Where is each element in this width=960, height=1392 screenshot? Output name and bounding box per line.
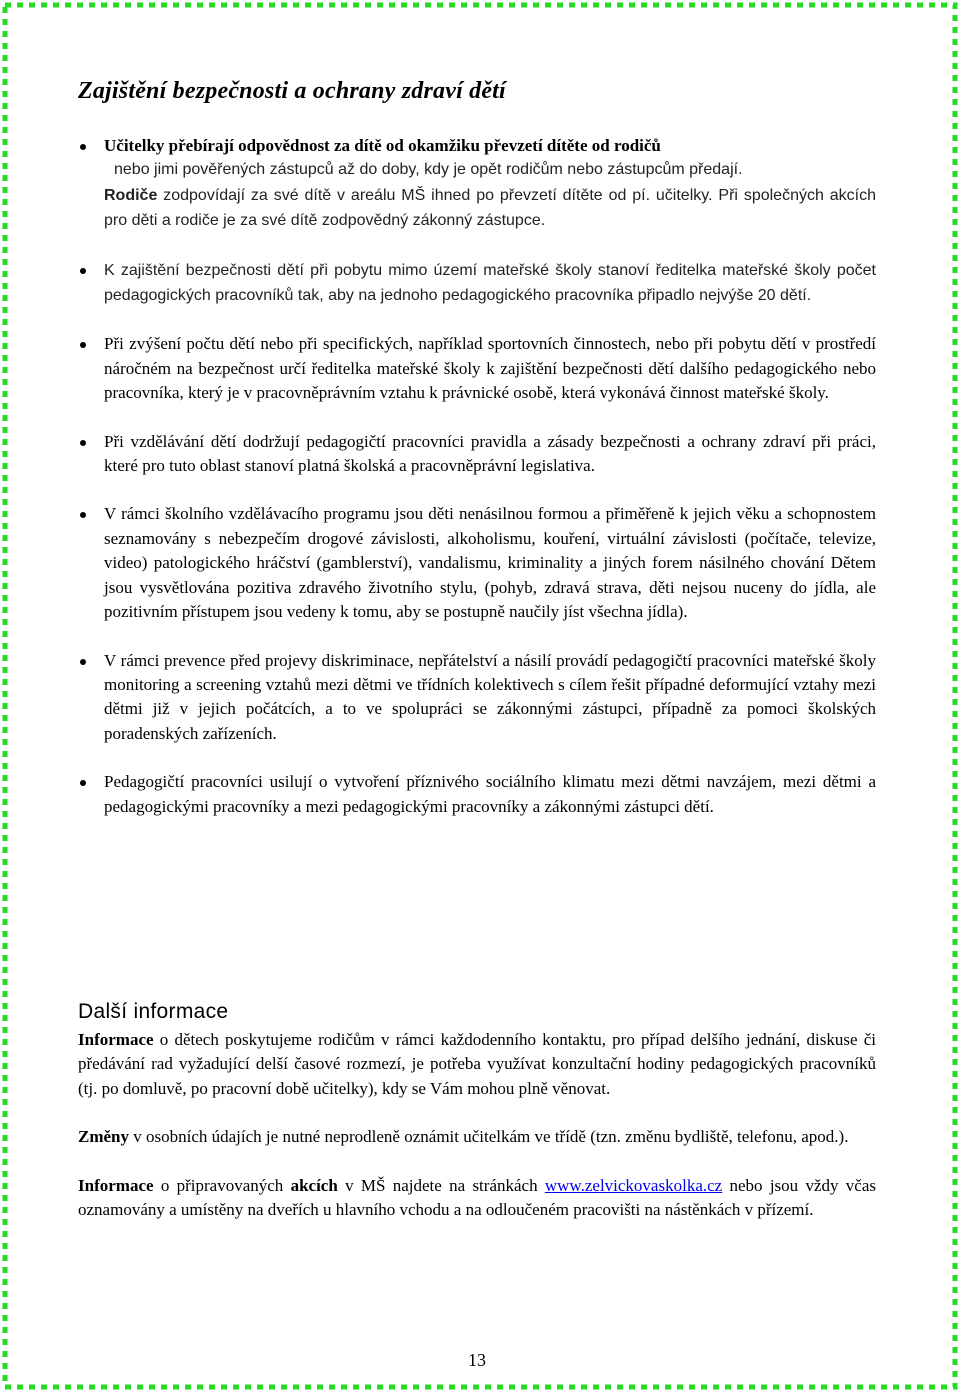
list-item xyxy=(78,430,876,479)
paragraph-text: v osobních údajích je nutné neprodleně oznámit učitelkám ve třídě (tzn. změnu bydliště, telefonu, apod.). xyxy=(129,1127,849,1147)
bullet-text: Pedagogičtí pracovníci usilují o vytvoření příznivého sociálního klimatu mezi dětmi navzájem, mezi dětmi a pedagogickými pracovníky a mezi pedagogickými pracovníky a zákonnými zástupci dětí. xyxy=(104,772,876,816)
section-subtitle: Další informace xyxy=(78,1000,229,1023)
paragraph-text: v MŠ najdete na stránkách xyxy=(337,1175,545,1195)
bullet-text: Při zvýšení počtu dětí nebo při specifických, například sportovních činnostech, nebo při pobytu dětí v prostředí náročném na bezpečnost určí ředitelka mateřské školy k zajištění bezpečnosti dětí dalšího pedagogického nebo pracovníka, který je v pracovněprávním vztahu k právnické osobě, která vykonává činnost mateřské školy. xyxy=(104,334,876,403)
bold-term: Rodiče xyxy=(104,186,158,204)
bullet-icon xyxy=(80,268,86,274)
bullet-icon xyxy=(80,512,86,518)
paragraph-text: nebo jsou vždy včas oznamovány a umístěny na dveřích u hlavního vchodu a na odloučeném pracovišti na nástěnkách v přízemí. xyxy=(78,1175,876,1220)
bullet-text: K zajištění bezpečnosti dětí při pobytu mimo území mateřské školy stanoví ředitelka mateřské školy počet pedagogických pracovníků tak, aby na jednoho pedagogického pracovníka připadlo nejvýše 20 dětí. xyxy=(104,261,876,305)
list-item xyxy=(78,332,876,405)
bullet-icon xyxy=(80,342,86,348)
bullet-text: V rámci školního vzdělávacího programu jsou děti nenásilnou formou a přiměřeně k jejich věku a schopnostem seznamovány s nebezpečím drogové závislosti, alkoholismu, kouření, virtuální závislosti (počítače, televize, video) patologického hráčství (gamblerství), vandalismu, kriminality a jiných forem násilného chování Dětem jsou vysvětlována pozitiva zdravého životního stylu, (pohyb, zdravá strava, děti nejsou nuceny do jídla, ale pozitivním přístupem jsou vedeny k tomu, aby se postupně naučily jíst všechna jídla). xyxy=(104,504,876,622)
bullet-text-bold: Učitelky přebírají odpovědnost za dítě od okamžiku převzetí dítěte od rodičů xyxy=(104,136,661,155)
bold-term: Informace xyxy=(78,1175,154,1195)
bullet-text xyxy=(104,187,876,229)
list-item xyxy=(78,502,876,624)
bullet-text: V rámci prevence před projevy diskriminace, nepřátelství a násilí provádí pedagogičtí pracovníci mateřské školy monitoring a screening vztahů mezi dětmi ve třídních kolektivech s cílem řešit případné deformující vztahy mezi dětmi již v jejich počátcích, a to ve spolupráci se zákonnými zástupci, případně za pomoci školských poradenských zařízeních. xyxy=(104,650,876,743)
website-link[interactable]: www.zelvickovaskolka.cz xyxy=(544,1175,723,1195)
bullet-text: Při vzdělávání dětí dodržují pedagogičtí pracovníci pravidla a zásady bezpečnosti a ochrany zdraví při práci, které pro tuto oblast stanoví platná školská a pracovněprávní legislativa. xyxy=(104,431,876,476)
list-item xyxy=(78,258,876,309)
bullet-icon xyxy=(80,144,86,150)
bullet-icon xyxy=(80,659,86,665)
bullet-icon xyxy=(80,440,86,446)
dalsi-informace-section xyxy=(78,1000,876,1222)
safety-bullet-list xyxy=(78,134,876,819)
paragraph-text: o dětech poskytujeme rodičům v rámci každodenního kontaktu, pro případ delšího jednání, diskuse či předávání rad vyžadující delší časové rozmezí, je potřeba využívat konzultační hodiny pedagogických pracovníků (tj. po domluvě, po pracovní době učitelky), kdy se Vám mohou plně věnovat. xyxy=(78,1030,876,1098)
paragraph-info xyxy=(78,1028,876,1101)
bullet-text: nebo jimi pověřených zástupců až do doby, kdy je opět rodičům nebo zástupcům předají. xyxy=(114,161,743,179)
bold-term: Informace xyxy=(78,1030,154,1049)
section-title: Zajištění bezpečnosti a ochrany zdraví dětí xyxy=(78,78,506,104)
bullet-text-rest: zodpovídají za své dítě v areálu MŠ ihned po převzetí dítěte od pí. učitelky. Při společných akcích pro děti a rodiče je za své dítě zodpovědný zákonný zástupce. xyxy=(104,186,876,230)
bullet-icon xyxy=(80,780,86,786)
list-item xyxy=(78,770,876,819)
bold-term: akcích xyxy=(290,1175,338,1195)
paragraph-events xyxy=(78,1174,876,1223)
paragraph-text: o připravovaných xyxy=(153,1175,291,1195)
page-number: 13 xyxy=(468,1350,486,1370)
paragraph-changes xyxy=(78,1125,876,1149)
bold-term: Změny xyxy=(78,1127,129,1147)
list-item xyxy=(78,649,876,747)
list-item xyxy=(78,134,876,234)
